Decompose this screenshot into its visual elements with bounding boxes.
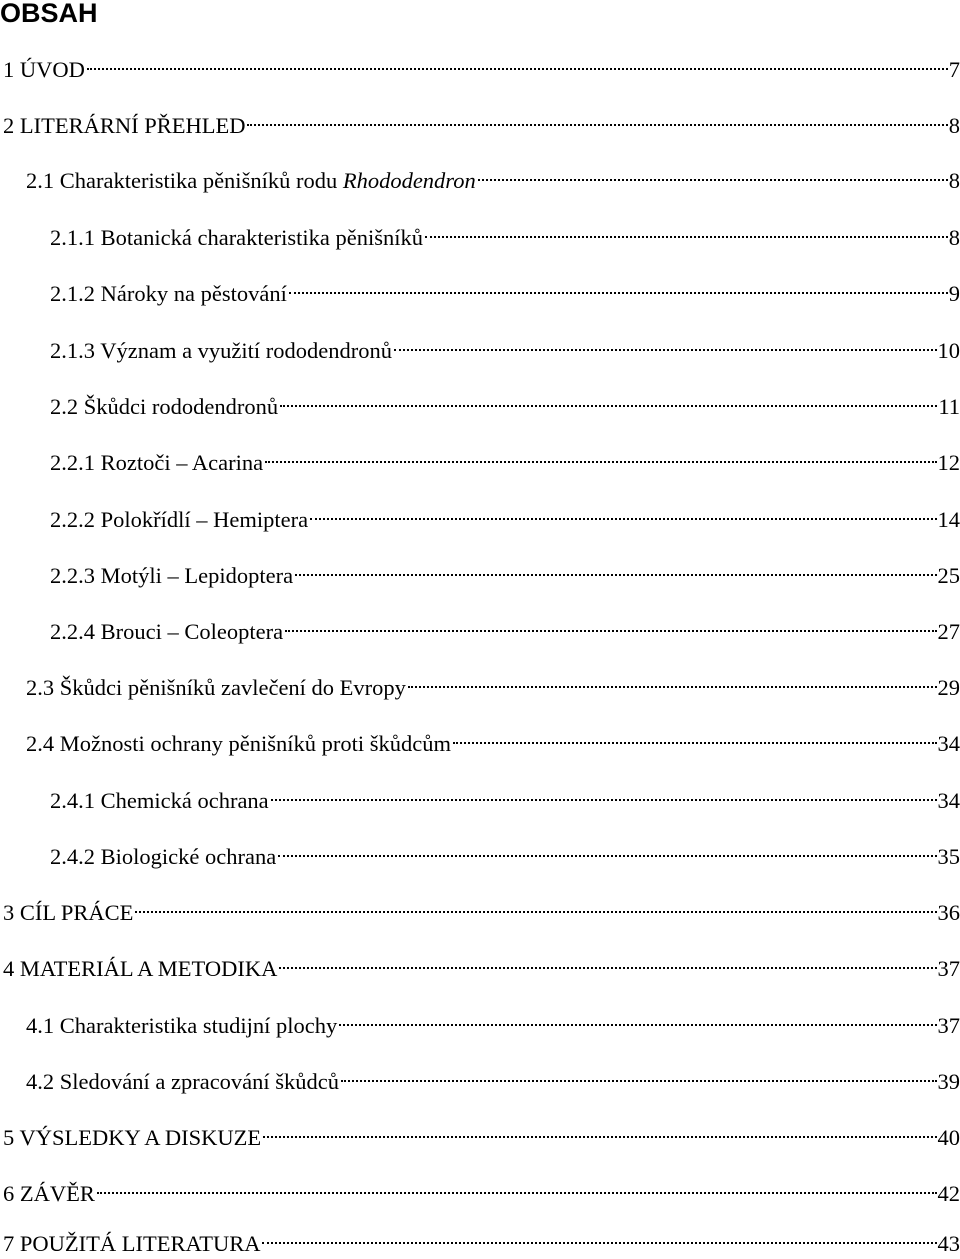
toc-entry-label: 4 MATERIÁL A METODIKA [3,954,277,984]
toc-entry-label: 2.3 Škůdci pěnišníků zavlečení do Evropy [26,673,406,703]
toc-entry-label: 2.1.2 Nároky na pěstování [50,279,287,309]
toc-entry-label: 2.2.1 Roztoči – Acarina [50,448,263,478]
toc-entry[interactable] [3,103,960,133]
toc-page-number: 40 [938,1123,960,1153]
dot-leader [271,778,937,808]
toc-entry-label-italic: Rhododendron [343,168,476,193]
dot-leader [135,890,936,920]
toc-entry[interactable] [3,946,960,976]
dot-leader [295,553,936,583]
dot-leader [262,1221,936,1251]
toc-entry-label: 6 ZÁVĚR [3,1179,95,1209]
dot-leader [478,158,948,188]
toc-entry-label: 2 LITERÁRNÍ PŘEHLED [3,111,245,141]
toc-entry[interactable] [3,1115,960,1145]
dot-leader [280,384,937,414]
toc-entry[interactable] [26,1059,960,1089]
toc-entry[interactable] [26,158,960,188]
toc-entry-label: 2.2.2 Polokřídlí – Hemiptera [50,505,308,535]
toc-page-number: 27 [938,617,960,647]
toc-heading: OBSAH [0,0,98,27]
toc-page-number: 35 [938,842,960,872]
toc-page-number: 10 [938,336,960,366]
dot-leader [87,47,948,77]
toc-entry[interactable] [50,384,960,414]
toc-entry-label: 3 CÍL PRÁCE [3,898,133,928]
toc-entry[interactable] [50,553,960,583]
toc-entry-label: 2.4.2 Biologické ochrana [50,842,276,872]
toc-page-number: 8 [949,166,960,196]
toc-entry-label: 2.2.3 Motýli – Lepidoptera [50,561,293,591]
toc-entry[interactable] [3,1221,960,1251]
toc-entry[interactable] [3,47,960,77]
dot-leader [285,609,936,639]
toc-entry-label: 2.1.3 Význam a využití rododendronů [50,336,392,366]
toc-page-number: 36 [938,898,960,928]
toc-entry-label: 4.2 Sledování a zpracování škůdců [26,1067,339,1097]
dot-leader [310,497,936,527]
toc-entry[interactable] [50,328,960,358]
dot-leader [247,103,947,133]
toc-page-number: 29 [938,673,960,703]
dot-leader [279,946,936,976]
toc-entry[interactable] [3,1171,960,1201]
toc-page-number: 9 [949,279,960,309]
toc-page-number: 11 [938,392,960,422]
dot-leader [263,1115,936,1145]
toc-entry-label: 7 POUŽITÁ LITERATURA [3,1229,260,1259]
toc-page-number: 42 [938,1179,960,1209]
toc-page-number: 8 [949,223,960,253]
dot-leader [97,1171,937,1201]
dot-leader [425,215,948,245]
dot-leader [453,721,937,751]
toc-page-number: 43 [938,1229,960,1259]
dot-leader [341,1059,936,1089]
toc-entry[interactable] [50,215,960,245]
toc-page-number: 34 [938,729,960,759]
toc-entry-label: 2.4.1 Chemická ochrana [50,786,269,816]
dot-leader [289,271,948,301]
toc-entry[interactable] [50,778,960,808]
toc-page-number: 12 [938,448,960,478]
dot-leader [339,1003,936,1033]
toc-entry[interactable] [3,890,960,920]
toc-entry[interactable] [26,665,960,695]
toc-entry[interactable] [26,721,960,751]
dot-leader [278,834,936,864]
toc-entry-label: 2.1.1 Botanická charakteristika pěnišníků [50,223,423,253]
toc-entry-label: 2.4 Možnosti ochrany pěnišníků proti škůdcům [26,729,451,759]
toc-entry-label: 4.1 Charakteristika studijní plochy [26,1011,337,1041]
toc-entry[interactable] [50,271,960,301]
toc-page-number: 25 [938,561,960,591]
toc-entry-label: 2.2 Škůdci rododendronů [50,392,278,422]
toc-page-number: 7 [949,55,960,85]
toc-entry[interactable] [50,609,960,639]
toc-page-number: 14 [938,505,960,535]
toc-entry-label: 5 VÝSLEDKY A DISKUZE [3,1123,261,1153]
toc-page-number: 37 [938,954,960,984]
toc-page-number: 37 [938,1011,960,1041]
dot-leader [394,328,936,358]
toc-entry-label: 2.2.4 Brouci – Coleoptera [50,617,283,647]
toc-page-number: 34 [938,786,960,816]
toc-entry[interactable] [26,1003,960,1033]
dot-leader [408,665,937,695]
toc-entry-label-group [26,166,476,196]
toc-entry-label: 2.1 Charakteristika pěnišníků rodu [26,168,343,193]
toc-entry[interactable] [50,834,960,864]
toc-page-number: 39 [938,1067,960,1097]
toc-entry[interactable] [50,440,960,470]
dot-leader [265,440,936,470]
toc-entry[interactable] [50,497,960,527]
toc-entry-label: 1 ÚVOD [3,55,85,85]
toc-page-number: 8 [949,111,960,141]
